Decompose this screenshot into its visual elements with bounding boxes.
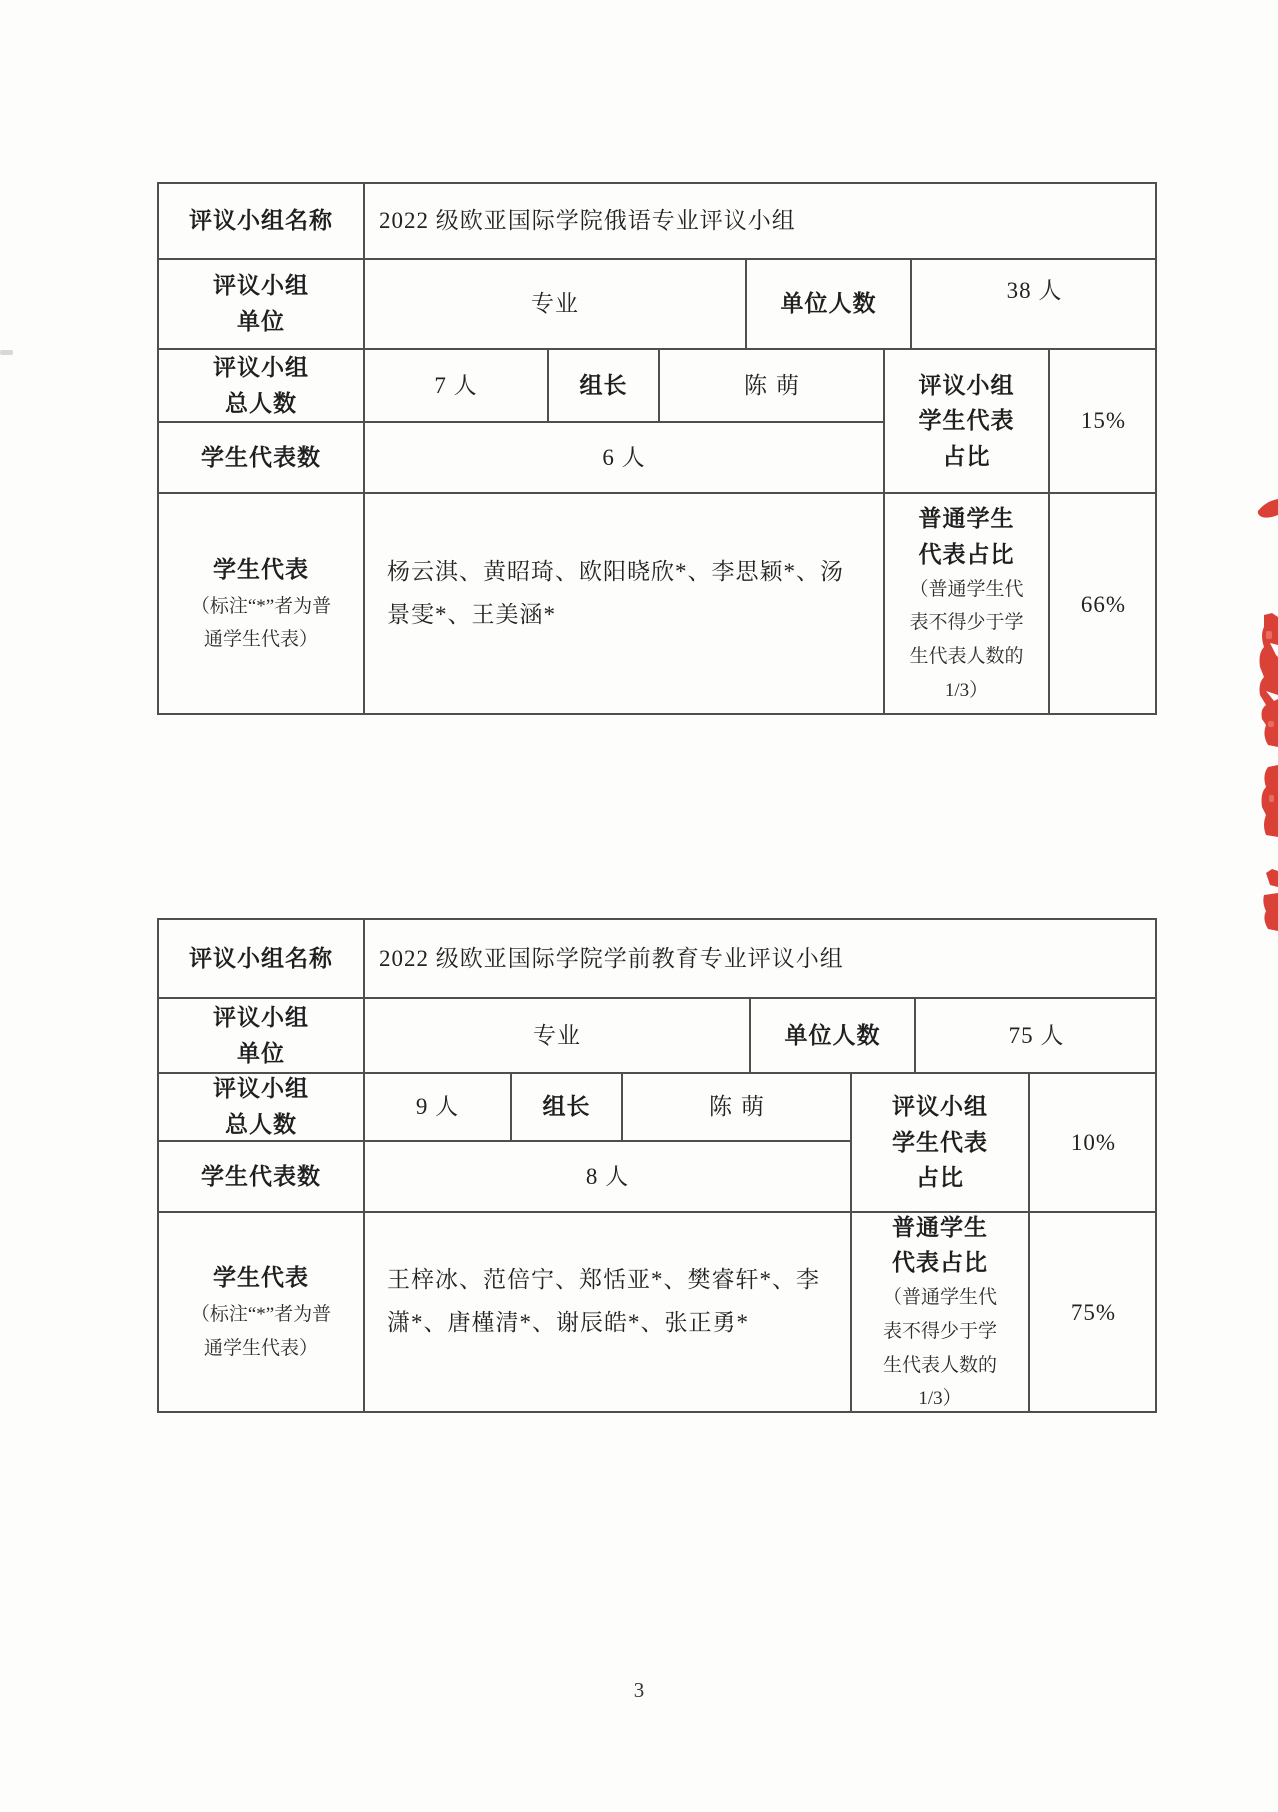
student-ratio-label: 评议小组学生代表占比 <box>850 1072 1028 1211</box>
leader-value: 陈萌 <box>658 348 883 421</box>
student-count-label: 学生代表数 <box>157 1140 363 1211</box>
total-label: 评议小组总人数 <box>157 348 363 421</box>
ordinary-ratio-label: 普通学生代表占比 （普通学生代表不得少于学生代表人数的1/3） <box>850 1211 1028 1413</box>
student-ratio-label: 评议小组学生代表占比 <box>883 348 1048 492</box>
page-number: 3 <box>633 1678 645 1702</box>
ordinary-ratio-value: 75% <box>1028 1211 1157 1413</box>
review-table-1 <box>157 182 1157 715</box>
ordinary-ratio-label: 普通学生代表占比 （普通学生代表不得少于学生代表人数的1/3） <box>883 492 1048 715</box>
reps-label: 学生代表 （标注“*”者为普通学生代表） <box>157 492 363 715</box>
unit-count-label: 单位人数 <box>749 997 914 1072</box>
total-value: 7 人 <box>363 348 547 421</box>
scan-artifact <box>0 350 13 355</box>
unit-value: 专业 <box>363 997 749 1072</box>
group-name-label: 评议小组名称 <box>157 182 363 258</box>
leader-label: 组长 <box>510 1072 621 1140</box>
unit-label: 评议小组单位 <box>157 258 363 348</box>
unit-value: 专业 <box>363 258 745 348</box>
red-stamp-fragment <box>1252 495 1278 945</box>
student-count-label: 学生代表数 <box>157 421 363 492</box>
reps-value: 杨云淇、黄昭琦、欧阳晓欣*、李思颖*、汤景雯*、王美涵* <box>363 492 883 715</box>
total-value: 9 人 <box>363 1072 510 1140</box>
leader-value: 陈萌 <box>621 1072 850 1140</box>
student-count-value: 8 人 <box>363 1140 850 1211</box>
group-name-value: 2022 级欧亚国际学院学前教育专业评议小组 <box>363 918 1157 997</box>
group-name-value: 2022 级欧亚国际学院俄语专业评议小组 <box>363 182 1157 258</box>
unit-label: 评议小组单位 <box>157 997 363 1072</box>
unit-count-value: 75 人 <box>914 997 1157 1072</box>
unit-count-value: 38 人 <box>910 258 1157 348</box>
ordinary-ratio-value: 66% <box>1048 492 1157 715</box>
total-label: 评议小组总人数 <box>157 1072 363 1140</box>
student-count-value: 6 人 <box>363 421 883 492</box>
reps-value: 王梓冰、范倍宁、郑恬亚*、樊睿轩*、李潇*、唐槿清*、谢辰皓*、张正勇* <box>363 1211 850 1413</box>
leader-label: 组长 <box>547 348 658 421</box>
unit-count-label: 单位人数 <box>745 258 910 348</box>
student-ratio-value: 15% <box>1048 348 1157 492</box>
group-name-label: 评议小组名称 <box>157 918 363 997</box>
reps-label: 学生代表 （标注“*”者为普通学生代表） <box>157 1211 363 1413</box>
review-table-2 <box>157 918 1157 1413</box>
student-ratio-value: 10% <box>1028 1072 1157 1211</box>
